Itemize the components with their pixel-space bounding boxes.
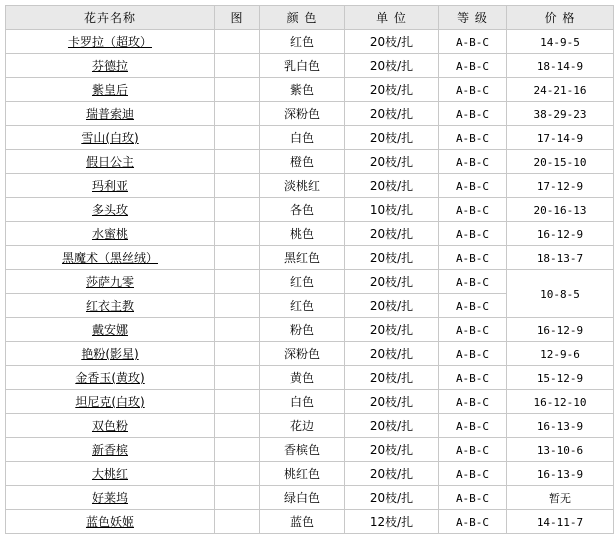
grade-cell-text: A-B-C	[455, 59, 490, 73]
grade-cell-text: A-B-C	[455, 443, 490, 457]
image-cell	[215, 366, 260, 390]
unit-cell-text: 20枝/扎	[369, 107, 414, 121]
unit-cell	[345, 318, 439, 342]
price-cell-text: 16-12-9	[536, 323, 584, 337]
color-cell-text: 粉色	[289, 323, 314, 337]
color-cell-text: 红色	[289, 275, 314, 289]
flower-name-cell-text[interactable]: 雪山(白玫)	[81, 131, 139, 145]
table-row	[6, 246, 614, 270]
color-cell	[260, 462, 345, 486]
flower-name-cell	[6, 462, 215, 486]
table-row	[6, 78, 614, 102]
grade-cell-text: A-B-C	[455, 299, 490, 313]
price-cell-text: 13-10-6	[536, 443, 584, 457]
flower-name-cell	[6, 102, 215, 126]
unit-cell	[345, 510, 439, 534]
color-cell-text: 白色	[289, 395, 314, 409]
color-cell	[260, 174, 345, 198]
color-cell	[260, 294, 345, 318]
color-cell	[260, 390, 345, 414]
table-row	[6, 486, 614, 510]
flower-name-cell-text[interactable]: 多头玫	[91, 203, 128, 217]
color-cell	[260, 150, 345, 174]
image-cell	[215, 318, 260, 342]
table-row	[6, 510, 614, 534]
color-cell-text: 蓝色	[289, 515, 314, 529]
price-cell-text: 24-21-16	[533, 83, 587, 97]
unit-cell-text: 20枝/扎	[369, 491, 414, 505]
grade-cell	[439, 438, 507, 462]
image-cell	[215, 486, 260, 510]
price-cell	[507, 414, 614, 438]
unit-cell-text: 10枝/扎	[369, 203, 414, 217]
unit-cell	[345, 198, 439, 222]
unit-cell	[345, 174, 439, 198]
price-cell	[507, 198, 614, 222]
price-cell-text: 16-13-9	[536, 467, 584, 481]
price-cell	[507, 390, 614, 414]
image-cell	[215, 342, 260, 366]
grade-cell	[439, 126, 507, 150]
color-cell	[260, 486, 345, 510]
image-cell	[215, 150, 260, 174]
unit-cell-text: 20枝/扎	[369, 347, 414, 361]
grade-cell	[439, 174, 507, 198]
grade-cell-text: A-B-C	[455, 371, 490, 385]
grade-cell	[439, 318, 507, 342]
color-cell	[260, 366, 345, 390]
unit-cell-text: 20枝/扎	[369, 227, 414, 241]
price-cell-text: 15-12-9	[536, 371, 584, 385]
flower-name-cell	[6, 390, 215, 414]
flower-name-cell-text[interactable]: 好莱坞	[91, 491, 128, 505]
unit-cell	[345, 438, 439, 462]
grade-cell	[439, 198, 507, 222]
grade-cell	[439, 510, 507, 534]
grade-cell-text: A-B-C	[455, 251, 490, 265]
flower-name-cell-text[interactable]: 莎萨九零	[85, 275, 134, 289]
image-cell	[215, 246, 260, 270]
price-cell	[507, 462, 614, 486]
image-cell	[215, 270, 260, 294]
price-cell	[507, 102, 614, 126]
color-cell-text: 绿白色	[283, 491, 320, 505]
price-cell-text: 16-13-9	[536, 419, 584, 433]
color-cell-text: 橙色	[289, 155, 314, 169]
image-cell	[215, 294, 260, 318]
image-cell	[215, 102, 260, 126]
price-cell	[507, 342, 614, 366]
unit-cell	[345, 294, 439, 318]
image-cell	[215, 174, 260, 198]
grade-cell	[439, 366, 507, 390]
unit-cell-text: 20枝/扎	[369, 371, 414, 385]
table-row	[6, 30, 614, 54]
grade-cell-text: A-B-C	[455, 107, 490, 121]
price-cell	[507, 486, 614, 510]
grade-cell	[439, 246, 507, 270]
flower-name-cell	[6, 270, 215, 294]
unit-cell-text: 20枝/扎	[369, 323, 414, 337]
price-cell	[507, 54, 614, 78]
color-cell	[260, 222, 345, 246]
price-cell	[507, 78, 614, 102]
unit-cell	[345, 102, 439, 126]
flower-name-cell	[6, 246, 215, 270]
unit-cell-text: 12枝/扎	[369, 515, 414, 529]
unit-cell-text: 20枝/扎	[369, 299, 414, 313]
unit-cell-text: 20枝/扎	[369, 275, 414, 289]
color-cell	[260, 438, 345, 462]
grade-cell-text: A-B-C	[455, 179, 490, 193]
unit-cell	[345, 30, 439, 54]
color-cell-text: 香槟色	[283, 443, 320, 457]
grade-cell	[439, 222, 507, 246]
table-row	[6, 318, 614, 342]
unit-cell-text: 20枝/扎	[369, 467, 414, 481]
color-cell	[260, 102, 345, 126]
price-cell-text: 16-12-9	[536, 227, 584, 241]
flower-name-cell	[6, 438, 215, 462]
grade-cell-text: A-B-C	[455, 491, 490, 505]
price-cell	[507, 366, 614, 390]
color-cell-text: 白色	[289, 131, 314, 145]
unit-cell-text: 20枝/扎	[369, 83, 414, 97]
price-cell	[507, 510, 614, 534]
price-cell-text: 暂无	[549, 491, 571, 505]
color-cell	[260, 342, 345, 366]
price-cell-text: 17-12-9	[536, 179, 584, 193]
price-cell-text: 20-16-13	[533, 203, 587, 217]
grade-cell-text: A-B-C	[455, 275, 490, 289]
table-row	[6, 54, 614, 78]
image-cell	[215, 54, 260, 78]
price-cell-text: 16-12-10	[533, 395, 587, 409]
flower-name-cell	[6, 126, 215, 150]
unit-cell-text: 20枝/扎	[369, 155, 414, 169]
flower-price-table	[5, 5, 614, 534]
flower-name-cell-text[interactable]: 戴安娜	[91, 323, 128, 337]
price-cell	[507, 150, 614, 174]
color-cell-text: 黑红色	[283, 251, 320, 265]
unit-cell	[345, 222, 439, 246]
flower-name-cell-text[interactable]: 新香槟	[91, 443, 128, 457]
grade-cell	[439, 390, 507, 414]
flower-name-cell-text[interactable]: 蓝色妖姬	[85, 515, 134, 529]
price-cell-text: 18-13-7	[536, 251, 584, 265]
unit-cell-text: 20枝/扎	[369, 59, 414, 73]
color-cell-text: 花边	[289, 419, 314, 433]
unit-cell-text: 20枝/扎	[369, 131, 414, 145]
grade-cell	[439, 486, 507, 510]
color-cell-text: 黄色	[289, 371, 314, 385]
unit-cell-text: 20枝/扎	[369, 179, 414, 193]
header-image: 图	[215, 6, 260, 30]
flower-name-cell-text[interactable]: 芬德拉	[91, 59, 128, 73]
color-cell	[260, 198, 345, 222]
price-cell-text: 17-14-9	[536, 131, 584, 145]
grade-cell	[439, 342, 507, 366]
table-row	[6, 462, 614, 486]
price-cell	[507, 30, 614, 54]
price-cell-text: 18-14-9	[536, 59, 584, 73]
unit-cell	[345, 342, 439, 366]
unit-cell	[345, 54, 439, 78]
color-cell	[260, 78, 345, 102]
grade-cell-text: A-B-C	[455, 35, 490, 49]
color-cell	[260, 414, 345, 438]
header-unit: 单 位	[345, 6, 439, 30]
color-cell	[260, 510, 345, 534]
unit-cell-text: 20枝/扎	[369, 35, 414, 49]
table-row	[6, 174, 614, 198]
grade-cell	[439, 270, 507, 294]
unit-cell	[345, 270, 439, 294]
unit-cell	[345, 390, 439, 414]
grade-cell-text: A-B-C	[455, 227, 490, 241]
image-cell	[215, 198, 260, 222]
flower-name-cell	[6, 174, 215, 198]
grade-cell-text: A-B-C	[455, 419, 490, 433]
price-cell-text: 38-29-23	[533, 107, 587, 121]
flower-name-cell	[6, 366, 215, 390]
table-row	[6, 438, 614, 462]
grade-cell-text: A-B-C	[455, 347, 490, 361]
grade-cell-text: A-B-C	[455, 131, 490, 145]
grade-cell	[439, 30, 507, 54]
flower-name-cell	[6, 150, 215, 174]
unit-cell	[345, 126, 439, 150]
color-cell	[260, 30, 345, 54]
price-cell	[507, 126, 614, 150]
grade-cell-text: A-B-C	[455, 155, 490, 169]
flower-name-cell	[6, 30, 215, 54]
price-cell	[507, 222, 614, 246]
table-row	[6, 102, 614, 126]
flower-name-cell-text[interactable]: 水蜜桃	[91, 227, 128, 241]
color-cell	[260, 54, 345, 78]
color-cell-text: 桃红色	[283, 467, 320, 481]
table-header-row	[6, 6, 614, 30]
table-row	[6, 150, 614, 174]
price-cell	[507, 318, 614, 342]
color-cell-text: 淡桃红	[283, 179, 320, 193]
grade-cell	[439, 294, 507, 318]
image-cell	[215, 510, 260, 534]
flower-name-cell-text[interactable]: 假日公主	[85, 155, 134, 169]
flower-name-cell	[6, 198, 215, 222]
image-cell	[215, 438, 260, 462]
image-cell	[215, 30, 260, 54]
color-cell-text: 各色	[289, 203, 314, 217]
table-row	[6, 414, 614, 438]
color-cell-text: 红色	[289, 35, 314, 49]
color-cell	[260, 318, 345, 342]
header-grade: 等 级	[439, 6, 507, 30]
image-cell	[215, 126, 260, 150]
grade-cell-text: A-B-C	[455, 395, 490, 409]
table-row	[6, 342, 614, 366]
flower-name-cell	[6, 54, 215, 78]
flower-name-cell-text[interactable]: 大桃红	[91, 467, 128, 481]
table-row	[6, 198, 614, 222]
header-color: 颜 色	[260, 6, 345, 30]
price-cell-text: 14-9-5	[540, 35, 580, 49]
flower-name-cell	[6, 342, 215, 366]
unit-cell	[345, 486, 439, 510]
flower-name-cell-text[interactable]: 卡罗拉（超玫）	[67, 35, 152, 49]
grade-cell-text: A-B-C	[455, 323, 490, 337]
image-cell	[215, 222, 260, 246]
flower-name-cell	[6, 294, 215, 318]
flower-name-cell	[6, 318, 215, 342]
table-row	[6, 366, 614, 390]
flower-name-cell-text[interactable]: 紫皇后	[91, 83, 128, 97]
unit-cell	[345, 150, 439, 174]
grade-cell	[439, 150, 507, 174]
flower-name-cell	[6, 222, 215, 246]
unit-cell	[345, 246, 439, 270]
color-cell	[260, 270, 345, 294]
grade-cell	[439, 54, 507, 78]
unit-cell	[345, 462, 439, 486]
color-cell-text: 桃色	[289, 227, 314, 241]
header-price: 价 格	[507, 6, 614, 30]
image-cell	[215, 78, 260, 102]
table-row	[6, 270, 614, 294]
flower-name-cell-text[interactable]: 黑魔术（黑丝绒）	[61, 251, 158, 265]
table-row	[6, 390, 614, 414]
grade-cell-text: A-B-C	[455, 83, 490, 97]
unit-cell-text: 20枝/扎	[369, 251, 414, 265]
unit-cell	[345, 414, 439, 438]
flower-name-cell-text[interactable]: 红衣主教	[85, 299, 134, 313]
color-cell-text: 红色	[289, 299, 314, 313]
flower-name-cell-text[interactable]: 金香玉(黄玫)	[75, 371, 145, 385]
grade-cell	[439, 78, 507, 102]
color-cell-text: 乳白色	[283, 59, 320, 73]
flower-name-cell	[6, 78, 215, 102]
flower-name-cell-text[interactable]: 艳粉(影星)	[81, 347, 139, 361]
flower-name-cell	[6, 486, 215, 510]
color-cell-text: 紫色	[289, 83, 314, 97]
color-cell	[260, 126, 345, 150]
color-cell	[260, 246, 345, 270]
header-flower-name: 花卉名称	[6, 6, 215, 30]
flower-name-cell-text[interactable]: 双色粉	[91, 419, 128, 433]
grade-cell	[439, 414, 507, 438]
price-cell-text: 14-11-7	[536, 515, 584, 529]
flower-name-cell-text[interactable]: 坦尼克(白玫)	[75, 395, 145, 409]
table-row	[6, 222, 614, 246]
grade-cell-text: A-B-C	[455, 203, 490, 217]
flower-name-cell	[6, 510, 215, 534]
table-row	[6, 126, 614, 150]
price-cell	[507, 174, 614, 198]
grade-cell	[439, 462, 507, 486]
grade-cell	[439, 102, 507, 126]
price-cell-text: 10-8-5	[540, 287, 580, 301]
unit-cell-text: 20枝/扎	[369, 395, 414, 409]
image-cell	[215, 390, 260, 414]
image-cell	[215, 414, 260, 438]
flower-name-cell-text[interactable]: 瑞普索迪	[85, 107, 134, 121]
price-cell-text: 20-15-10	[533, 155, 587, 169]
table-body	[6, 30, 614, 534]
image-cell	[215, 462, 260, 486]
unit-cell-text: 20枝/扎	[369, 419, 414, 433]
unit-cell	[345, 366, 439, 390]
unit-cell	[345, 78, 439, 102]
color-cell-text: 深粉色	[283, 347, 320, 361]
grade-cell-text: A-B-C	[455, 467, 490, 481]
price-cell	[507, 438, 614, 462]
price-cell	[507, 270, 614, 318]
flower-name-cell-text[interactable]: 玛利亚	[91, 179, 128, 193]
unit-cell-text: 20枝/扎	[369, 443, 414, 457]
grade-cell-text: A-B-C	[455, 515, 490, 529]
price-cell	[507, 246, 614, 270]
color-cell-text: 深粉色	[283, 107, 320, 121]
flower-name-cell	[6, 414, 215, 438]
price-cell-text: 12-9-6	[540, 347, 580, 361]
